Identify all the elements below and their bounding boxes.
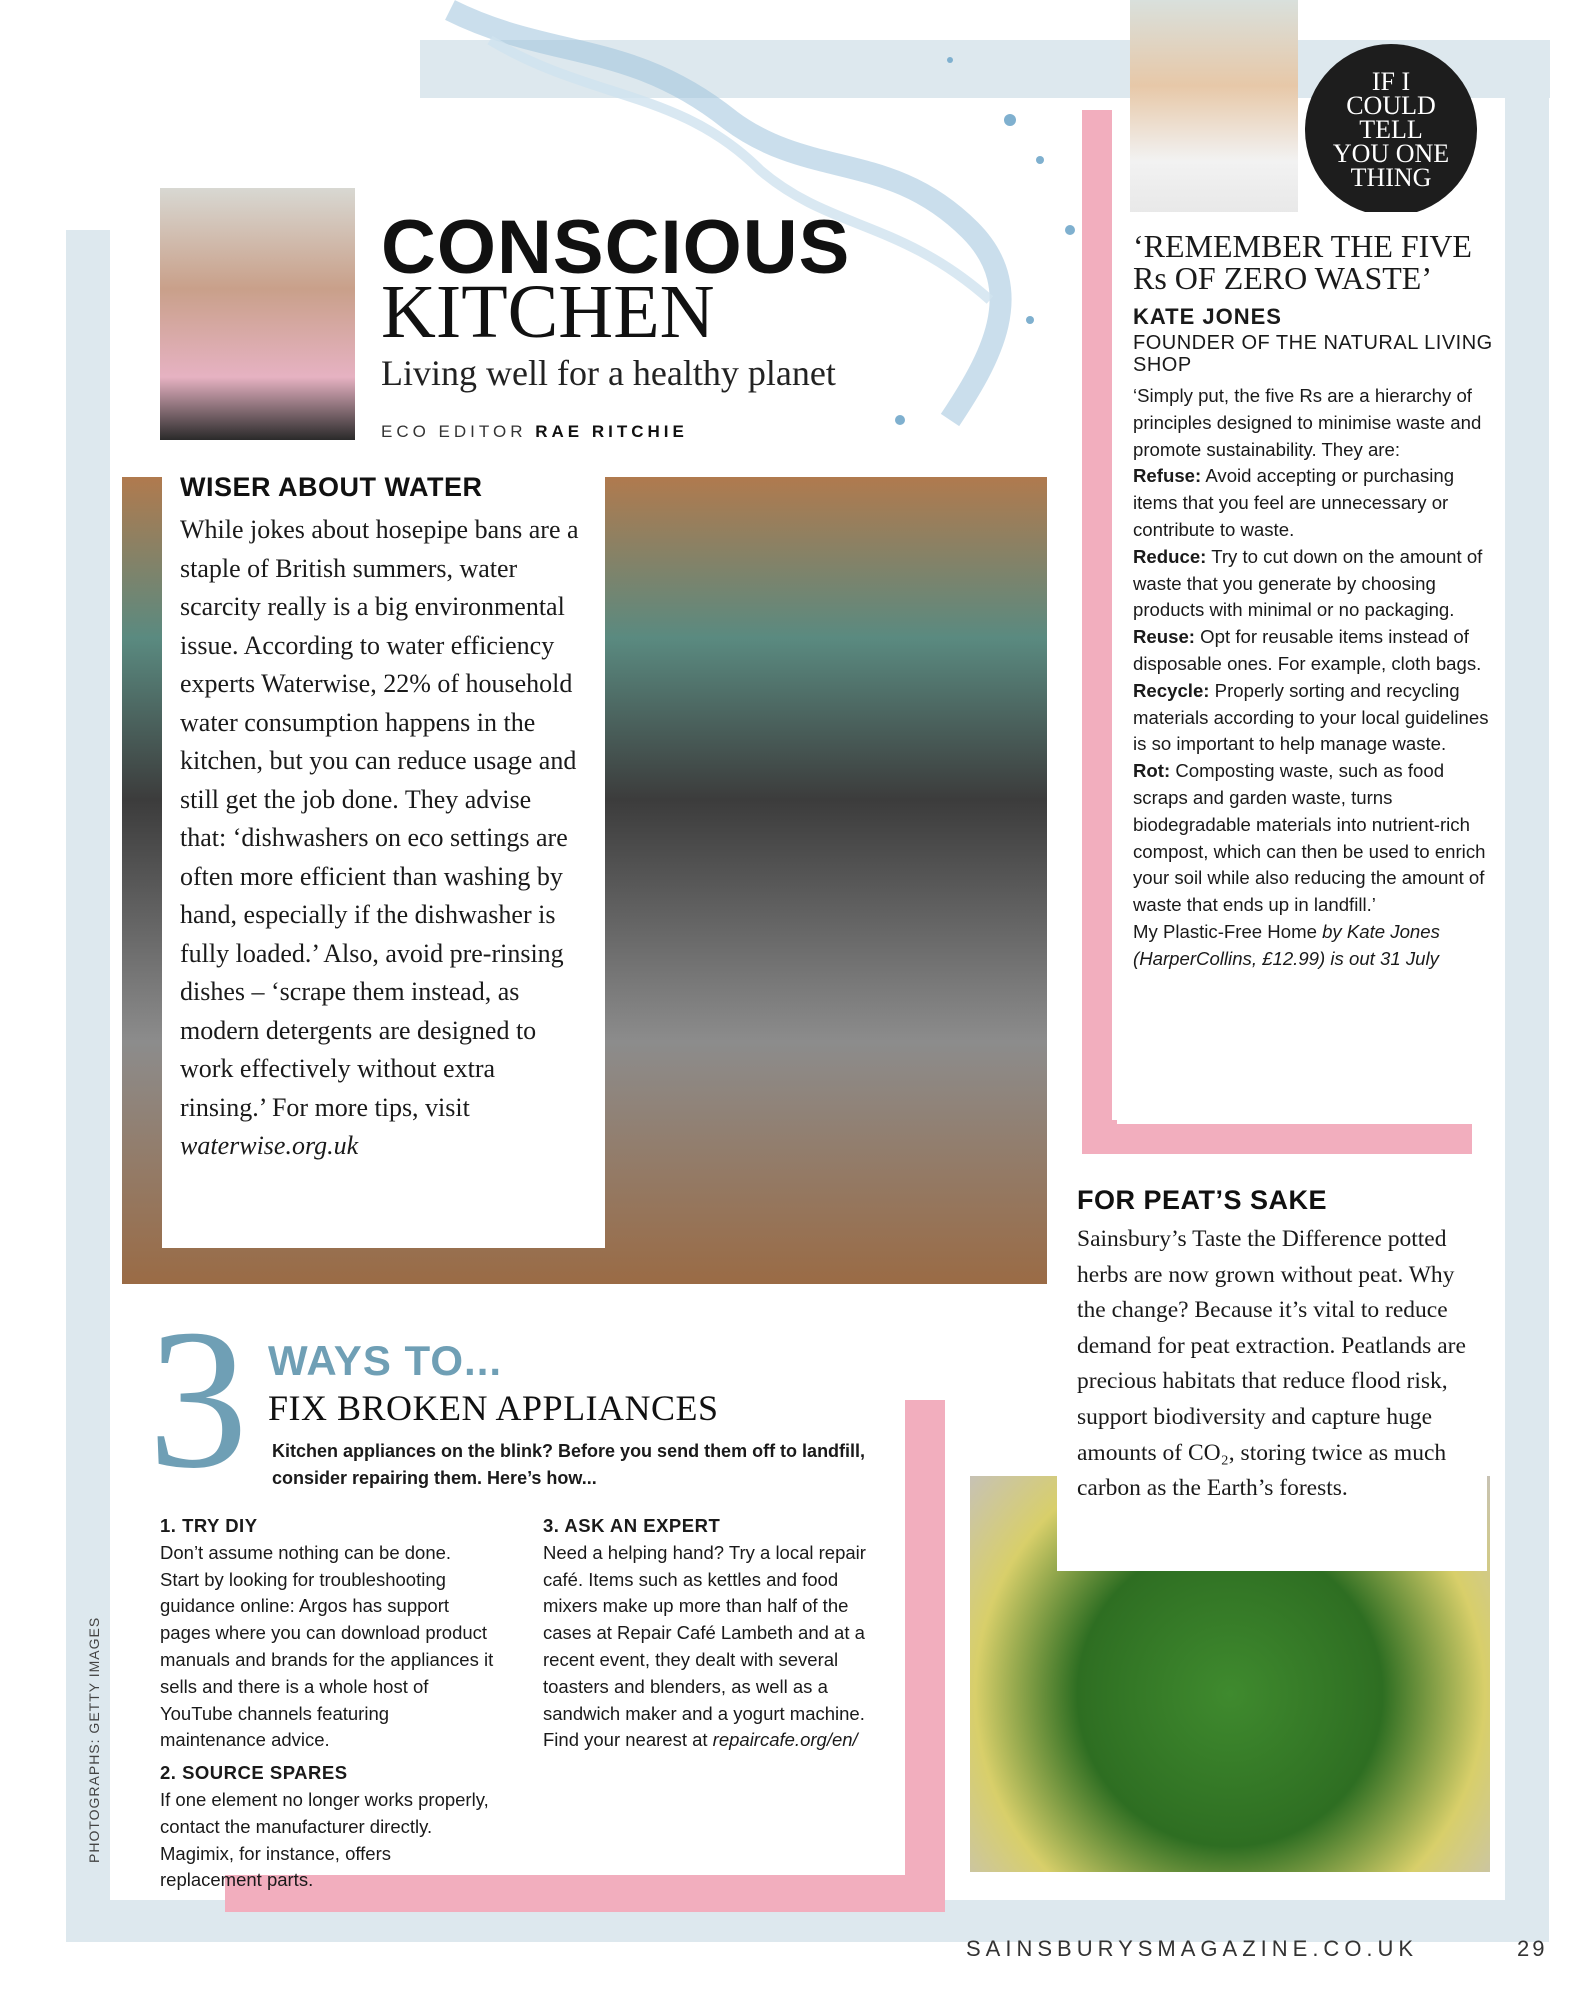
five-rs-text: Opt for reusable items instead of disposable ones. For example, cloth bags. <box>1133 626 1482 674</box>
editor-name: RAE RITCHIE <box>535 422 688 441</box>
five-rs-item <box>1133 463 1495 543</box>
ways-column-right <box>543 1513 878 1754</box>
pink-accent-bar <box>905 1400 945 1905</box>
five-rs-term: Refuse: <box>1133 465 1202 487</box>
five-rs-term: Rot: <box>1133 760 1171 782</box>
page-subtitle: Living well for a healthy planet <box>381 353 836 393</box>
tip-heading: 3. ASK AN EXPERT <box>543 1515 721 1536</box>
five-rs-item <box>1133 678 1495 758</box>
quote-author-role: FOUNDER OF THE NATURAL LIVING SHOP <box>1133 332 1493 376</box>
page-title: CONSCIOUS <box>381 205 851 290</box>
water-heading: WISER ABOUT WATER <box>180 472 483 502</box>
ways-column-left <box>160 1513 495 1894</box>
peat-heading: FOR PEAT’S SAKE <box>1077 1185 1328 1215</box>
quote-body <box>1133 383 1495 973</box>
ways-intro: Kitchen appliances on the blink? Before you send them off to landfill, consider repairing them. Here’s how... <box>272 1441 866 1488</box>
five-rs-term: Reduce: <box>1133 545 1207 567</box>
kate-jones-photo <box>1130 0 1298 215</box>
book-details: by Kate Jones (HarperCollins, £12.99) is out 31 July <box>1133 920 1440 969</box>
ways-title: WAYS TO... <box>268 1337 503 1384</box>
tip-body-text: Need a helping hand? Try a local repair café. Items such as kettles and food mixers make up more than half of the cases at Repair Café Lambeth and at a recent event, they dealt with several toasters and blenders, as well as a sandwich maker and a yogurt machine. Find your nearest at <box>543 1541 866 1751</box>
repaircafe-link[interactable]: repaircafe.org/en/ <box>712 1729 858 1751</box>
quote-intro: ‘Simply put, the five Rs are a hierarchy of principles designed to minimise waste and promote sustainability. They are: <box>1133 385 1482 460</box>
badge-text: IF I COULD TELL YOU ONE THING <box>1332 67 1450 192</box>
peat-body: Sainsbury’s Taste the Difference potted herbs are now grown without peat. Why the change? Because it’s vital to reduce demand for peat extraction. Peatlands are precious habitats that reduce flood risk, support biodiversity and capture huge amounts of CO₂, storing twice as much carbon as the Earth’s forests. <box>1077 1226 1466 1502</box>
tip-heading: 1. TRY DIY <box>160 1515 258 1536</box>
quote-badge <box>1305 44 1477 216</box>
quote-author-name: KATE JONES <box>1133 304 1282 329</box>
waterwise-link[interactable]: waterwise.org.uk <box>180 1131 359 1160</box>
five-rs-item <box>1133 544 1495 624</box>
water-section <box>162 468 605 1248</box>
ways-number: 3 <box>148 1289 248 1510</box>
editor-label: ECO EDITOR <box>381 422 527 441</box>
book-credit <box>1133 919 1495 973</box>
tip-body: If one element no longer works properly, contact the manufacturer directly. Magimix, for instance, offers replacement parts. <box>160 1788 489 1891</box>
tip-body <box>543 1540 878 1754</box>
page-number: 29 <box>1517 1936 1548 1961</box>
five-rs-text: Composting waste, such as food scraps and garden waste, turns biodegradable materials into nutrient-rich compost, which can then be used to enrich your soil while also reducing the amount of waste that ends up in landfill.’ <box>1133 760 1486 916</box>
five-rs-term: Reuse: <box>1133 626 1196 648</box>
five-rs-text: Try to cut down on the amount of waste that you generate by choosing products with minimal or no packaging. <box>1133 545 1483 621</box>
quote-headline: ‘REMEMBER THE FIVE Rs OF ZERO WASTE’ <box>1133 228 1472 296</box>
photo-credit <box>84 1616 104 1870</box>
five-rs-item <box>1133 758 1495 919</box>
ways-subtitle: FIX BROKEN APPLIANCES <box>268 1388 719 1428</box>
photo-credit-text: PHOTOGRAPHS: GETTY IMAGES <box>86 1616 102 1863</box>
rae-ritchie-photo <box>160 188 355 440</box>
water-body <box>180 511 580 1166</box>
five-rs-item <box>1133 624 1495 678</box>
editor-byline <box>381 422 688 442</box>
five-rs-text: Properly sorting and recycling materials according to your local guidelines is so important to help manage waste. <box>1133 679 1489 755</box>
five-rs-term: Recycle: <box>1133 679 1210 701</box>
decorative-frame-right <box>1505 40 1549 1940</box>
water-body-text: While jokes about hosepipe bans are a staple of British summers, water scarcity really is a big environmental issue. According to water efficiency experts Waterwise, 22% of household water consumption happens in the kitchen, but you can reduce usage and still get the job done. They advise that: ‘dishwashers on eco settings are often more efficient than washing by hand, especially if the dishwasher is fully loaded.’ Also, avoid pre-rinsing dishes – ‘scrape them instead, as modern detergents are designed to work effectively without extra rinsing.’ For more tips, visit <box>180 515 579 1122</box>
five-rs-text: Avoid accepting or purchasing items that you feel are unnecessary or contribute to waste. <box>1133 465 1455 540</box>
tip-body: Don’t assume nothing can be done. Start by looking for troubleshooting guidance online: Argos has support pages where you can download product manuals and brands for the appliances it sells and there is a whole host of YouTube channels featuring maintenance advice. <box>160 1541 494 1751</box>
tip-heading: 2. SOURCE SPARES <box>160 1762 348 1784</box>
pink-accent-bar <box>1082 1120 1472 1154</box>
book-title: My Plastic-Free Home <box>1133 920 1317 942</box>
page-title-secondary: KITCHEN <box>381 270 715 354</box>
footer-url[interactable]: SAINSBURYSMAGAZINE.CO.UK <box>966 1936 1419 1961</box>
